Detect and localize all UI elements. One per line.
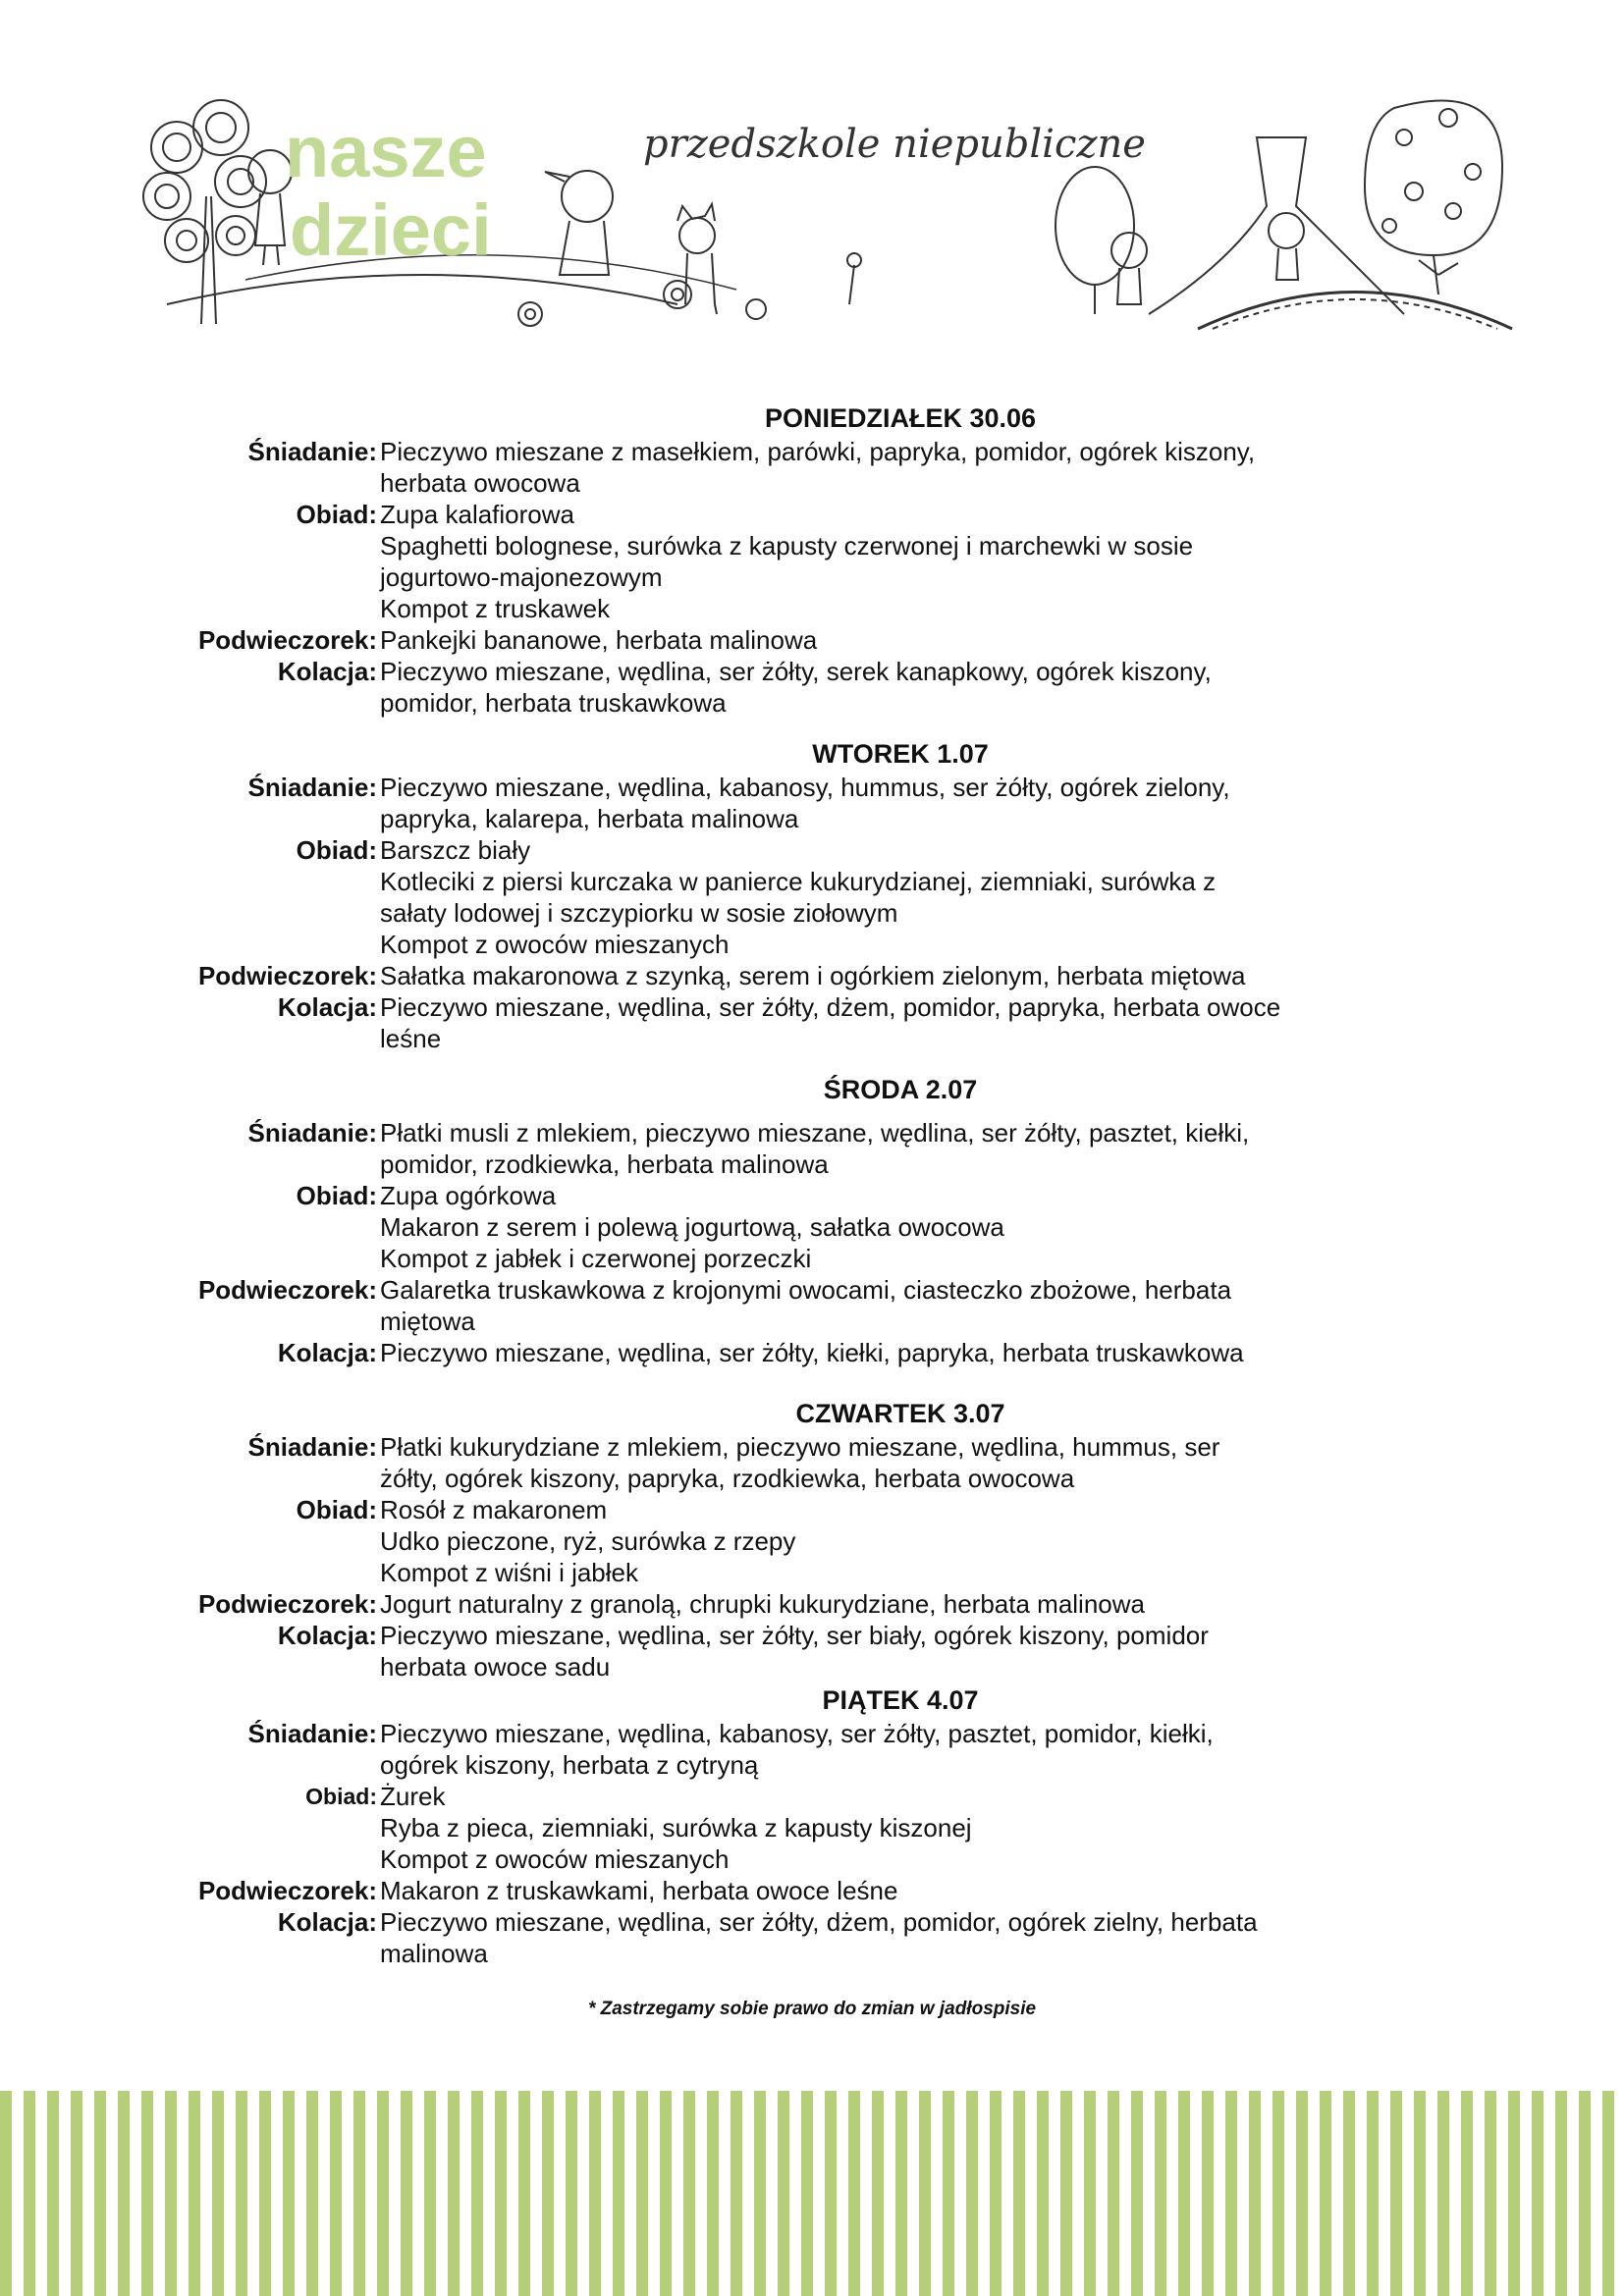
day-section [0,1396,1624,1682]
meal-description [380,1588,1313,1620]
meal-row [0,1337,1624,1368]
meal-description [380,1875,1313,1906]
day-section [0,1682,1624,1969]
meal-label: Obiad: [296,500,377,529]
meal-label: Obiad: [296,1181,377,1210]
meal-row [0,1588,1624,1620]
meal-label: Śniadanie: [247,437,377,466]
meal-line: malinowa [380,1939,488,1968]
meal-row [0,624,1624,656]
meal-description [380,624,1313,656]
meal-row [0,960,1624,991]
meal-description [380,1274,1313,1337]
day-title: CZWARTEK 3.07 [795,1399,1005,1428]
striped-footer-band [0,2091,1624,2296]
meal-row [0,1875,1624,1906]
meal-description [380,1718,1313,1781]
swirl-tree-icon [143,100,266,324]
meal-description [380,436,1313,499]
meal-label: Kolacja: [277,1338,377,1367]
meal-label: Kolacja: [277,992,377,1022]
meal-line: żółty, ogórek kiszony, papryka, rzodkiewka, herbata owocowa [380,1464,1075,1493]
day-title: PONIEDZIAŁEK 30.06 [764,403,1037,433]
header-illustration [128,79,1522,334]
meal-row [0,1494,1624,1588]
meal-label: Podwieczorek: [197,625,377,655]
meal-line: Jogurt naturalny z granolą, chrupki kukurydziane, herbata malinowa [380,1589,1145,1619]
meal-line: Sałatka makaronowa z szynką, serem i ogórkiem zielonym, herbata miętowa [380,961,1246,990]
day-title: WTOREK 1.07 [812,739,989,769]
meal-line: Kompot z owoców mieszanych [380,930,730,959]
meal-line: Ryba z pieca, ziemniaki, surówka z kapusty kiszonej [380,1813,972,1842]
child-figure-icon [1111,233,1147,304]
meal-description [380,1620,1313,1682]
tree-icon [1056,167,1134,314]
flower-tree-icon [1365,101,1502,295]
meal-line: Galaretka truskawkowa z krojonymi owocami, ciasteczko zbożowe, herbata [380,1275,1232,1305]
meal-description [380,1906,1313,1969]
day-title: PIĄTEK 4.07 [822,1685,979,1715]
meal-label: Podwieczorek: [197,1589,377,1619]
meal-line: Pieczywo mieszane, wędlina, ser żółty, dżem, pomidor, ogórek zielny, herbata [380,1907,1258,1937]
meal-line: Płatki kukurydziane z mlekiem, pieczywo mieszane, wędlina, hummus, ser [380,1432,1220,1462]
logo-text-dzieci: dzieci [290,189,492,271]
day-title: ŚRODA 2.07 [823,1075,978,1104]
meal-row [0,1781,1624,1875]
meal-line: Pieczywo mieszane z masełkiem, parówki, papryka, pomidor, ogórek kiszony, [380,437,1256,466]
meal-label: Kolacja: [277,657,377,686]
meal-label: Podwieczorek: [197,961,377,990]
meal-label: Obiad: [296,835,377,865]
meal-line: papryka, kalarepa, herbata malinowa [380,804,799,833]
meal-line: pomidor, rzodkiewka, herbata malinowa [380,1149,829,1179]
day-section [0,400,1624,719]
meal-row [0,1274,1624,1337]
meal-line: Spaghetti bolognese, surówka z kapusty czerwonej i marchewki w sosie [380,531,1194,561]
meal-row [0,834,1624,960]
meal-line: Pankejki bananowe, herbata malinowa [380,625,818,655]
meal-row [0,499,1624,624]
meal-line: Kompot z truskawek [380,594,611,623]
meal-line: jogurtowo-majonezowym [380,562,663,592]
meal-line: Pieczywo mieszane, wędlina, ser żółty, dżem, pomidor, papryka, herbata owoce [380,992,1281,1022]
meal-description [380,499,1313,624]
meal-label: Śniadanie: [247,1719,377,1748]
meal-line: herbata owocowa [380,468,580,498]
meal-line: Kompot z wiśni i jabłek [380,1558,638,1587]
logo-text-nasze: nasze [285,111,487,192]
meal-row [0,1180,1624,1274]
meal-description [380,834,1313,960]
meal-description [380,772,1313,834]
meal-line: sałaty lodowej i szczypiorku w sosie ziołowym [380,898,898,928]
meal-description [380,1781,1313,1875]
meal-label: Podwieczorek: [197,1876,377,1905]
meal-line: Udko pieczone, ryż, surówka z rzepy [380,1526,796,1556]
meal-line: Płatki musli z mlekiem, pieczywo mieszane, wędlina, ser żółty, pasztet, kiełki, [380,1118,1250,1148]
meal-line: Makaron z truskawkami, herbata owoce leśne [380,1876,898,1905]
meal-line: Kompot z owoców mieszanych [380,1844,730,1874]
meal-line: Zupa kalafiorowa [380,500,574,529]
meal-row [0,1431,1624,1494]
meal-label: Podwieczorek: [197,1275,377,1305]
meal-row [0,656,1624,719]
meal-line: Pieczywo mieszane, wędlina, ser żółty, ser biały, ogórek kiszony, pomidor [380,1621,1209,1650]
tagline-text: przedszkole niepubliczne [643,122,1146,167]
meal-label: Śniadanie: [247,1432,377,1462]
meal-row [0,436,1624,499]
disclaimer-note: * Zastrzegamy sobie prawo do zmian w jadłospisie [587,1999,1037,2019]
meal-description [380,656,1313,719]
day-section [0,736,1624,1054]
meal-line: Pieczywo mieszane, wędlina, ser żółty, kiełki, papryka, herbata truskawkowa [380,1338,1244,1367]
meal-description [380,1117,1313,1180]
meal-line: Makaron z serem i polewą jogurtową, sałatka owocowa [380,1212,1004,1242]
meal-line: Pieczywo mieszane, wędlina, kabanosy, hummus, ser żółty, ogórek zielony, [380,773,1230,802]
meal-description [380,1431,1313,1494]
meal-label: Kolacja: [277,1621,377,1650]
meal-line: Rosół z makaronem [380,1495,608,1524]
bird-child-icon [545,171,613,275]
meal-row [0,1117,1624,1180]
meal-label: Obiad: [305,1784,377,1809]
meal-label: Kolacja: [277,1907,377,1937]
child-figure-icon [1269,213,1304,280]
meal-line: miętowa [380,1307,475,1336]
meal-line: Pieczywo mieszane, wędlina, kabanosy, ser żółty, pasztet, pomidor, kiełki, [380,1719,1214,1748]
meal-description [380,991,1313,1054]
meal-row [0,991,1624,1054]
meal-line: herbata owoce sadu [380,1652,611,1682]
meal-row [0,1906,1624,1969]
header-banner [128,79,1522,334]
meal-line: ogórek kiszony, herbata z cytryną [380,1750,759,1780]
meal-line: Zupa ogórkowa [380,1181,557,1210]
meal-line: Żurek [380,1782,446,1811]
menu-list [0,400,1624,1987]
meal-line: Barszcz biały [380,835,531,865]
meal-line: Kompot z jabłek i czerwonej porzeczki [380,1244,812,1273]
meal-row [0,772,1624,834]
meal-row [0,1718,1624,1781]
meal-row [0,1620,1624,1682]
meal-line: leśne [380,1024,442,1053]
meal-description [380,1180,1313,1274]
meal-label: Śniadanie: [247,773,377,802]
meal-label: Obiad: [296,1495,377,1524]
meal-line: pomidor, herbata truskawkowa [380,688,727,718]
meal-description [380,1494,1313,1588]
meal-description [380,960,1313,991]
meal-line: Kotleciki z piersi kurczaka w panierce kukurydzianej, ziemniaki, surówka z [380,867,1217,896]
meal-description [380,1337,1313,1368]
meal-label: Śniadanie: [247,1118,377,1148]
meal-line: Pieczywo mieszane, wędlina, ser żółty, serek kanapkowy, ogórek kiszony, [380,657,1212,686]
day-section [0,1072,1624,1368]
